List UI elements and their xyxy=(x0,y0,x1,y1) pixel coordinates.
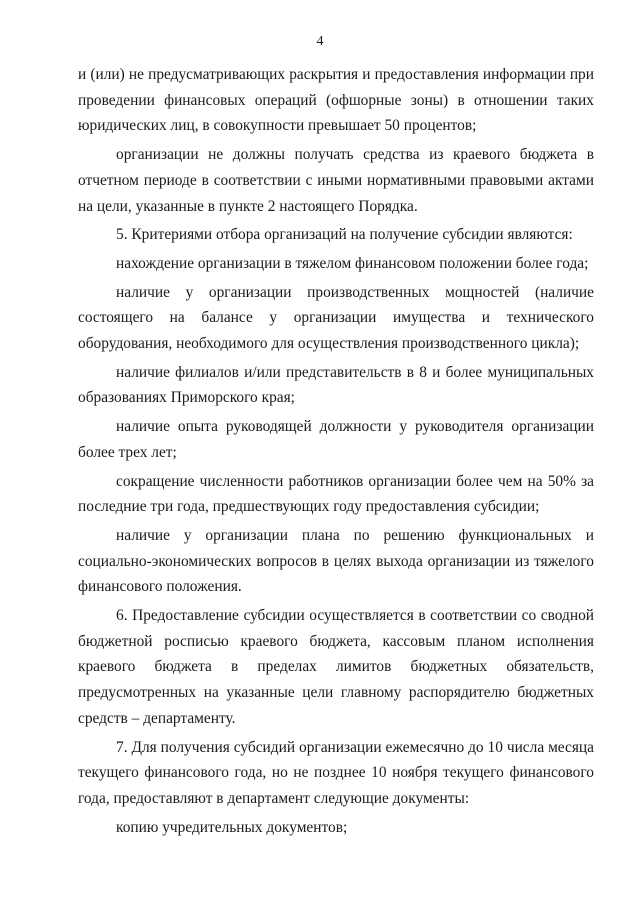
paragraph-criterion-hard-financial: нахождение организации в тяжелом финансовом положении более года; xyxy=(116,254,589,272)
paragraph-criterion-branches: наличие филиалов и/или представительств в 8 и более муниципальных образованиях Приморского края; xyxy=(78,363,594,407)
paragraph-continuation: и (или) не предусматривающих раскрытия и предоставления информации при проведении финансовых операций (офшорные зоны) в отношении таких юридических лиц, в совокупности превышает 50 процентов; xyxy=(78,66,594,135)
paragraph-criterion-plan: наличие у организации плана по решению функциональных и социально-экономических вопросов в целях выхода организации из тяжелого финансового положения. xyxy=(78,526,594,596)
paragraph-criteria-heading: 5. Критериями отбора организаций на получение субсидии являются: xyxy=(116,226,573,244)
paragraph-criterion-experience: наличие опыта руководящей должности у руководителя организации более трех лет; xyxy=(78,418,594,461)
paragraph-criterion-production: наличие у организации производственных мощностей (наличие состоящего на балансе у организации имущества и технического оборудования, необходимого для осуществления производственного цикла); xyxy=(78,283,594,353)
paragraph-no-budget-funds: организации не должны получать средства из краевого бюджета в отчетном периоде в соответствии с иными нормативными правовыми актами на цели, указанные в пункте 2 настоящего Порядка. xyxy=(78,146,594,215)
paragraph-item-6: 6. Предоставление субсидии осуществляется в соответствии со сводной бюджетной росписью краевого бюджета, кассовым планом исполнения краевого бюджета в пределах лимитов бюджетных обязательств, предусмотренных на указанные цели главному распорядителю бюджетных средств – департаменту. xyxy=(78,607,594,727)
paragraph-item-7: 7. Для получения субсидий организации ежемесячно до 10 числа месяца текущего финансового года, но не позднее 10 ноября текущего финансового года, предоставляют в департамент следующие документы: xyxy=(78,738,594,807)
page-number: 4 xyxy=(316,34,324,49)
paragraph-criterion-staff-reduction: сокращение численности работников организации более чем на 50% за последние три года, предшествующих году предоставления субсидии; xyxy=(78,472,594,516)
document-body xyxy=(78,62,594,840)
paragraph-doc-founding: копию учредительных документов; xyxy=(116,818,348,836)
